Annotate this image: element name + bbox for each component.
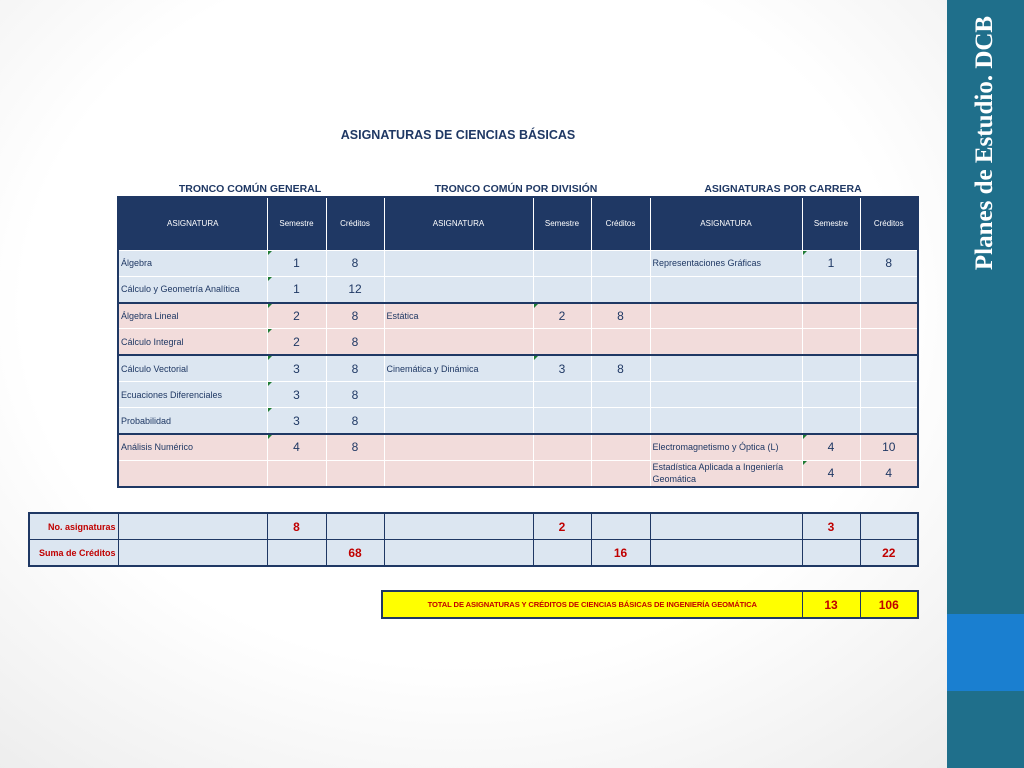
semestre-cell: 2 <box>533 303 591 329</box>
semestre-cell <box>802 355 860 381</box>
subject-cell <box>118 460 267 486</box>
suma-creditos-label: Suma de Créditos <box>29 540 118 567</box>
side-title <box>949 0 1022 285</box>
table-row <box>118 460 918 486</box>
creditos-cell <box>860 408 918 434</box>
summary-row-asignaturas <box>29 513 918 540</box>
subject-cell <box>384 381 533 407</box>
empty-cell <box>384 513 533 540</box>
empty-cell <box>118 513 267 540</box>
semestre-cell <box>802 408 860 434</box>
col-header-semestre: Semestre <box>533 197 591 250</box>
col-header-semestre: Semestre <box>802 197 860 250</box>
subject-cell: Probabilidad <box>118 408 267 434</box>
semestre-cell: 2 <box>267 329 326 355</box>
table-row <box>118 303 918 329</box>
semestre-cell: 3 <box>267 355 326 381</box>
subject-cell: Cálculo Integral <box>118 329 267 355</box>
table-row <box>118 434 918 460</box>
semestre-cell: 3 <box>267 381 326 407</box>
table-row <box>118 408 918 434</box>
asignaturas-carrera: 3 <box>802 513 860 540</box>
table-header-row <box>118 197 918 250</box>
subjects-table <box>117 196 919 488</box>
subject-cell: Estadística Aplicada a Ingeniería Geomática <box>650 460 802 486</box>
creditos-cell: 8 <box>326 250 384 276</box>
semestre-cell: 3 <box>267 408 326 434</box>
col-header-asignatura: ASIGNATURA <box>118 197 267 250</box>
subject-cell <box>384 329 533 355</box>
creditos-cell: 8 <box>326 408 384 434</box>
creditos-cell <box>860 276 918 302</box>
empty-cell <box>650 540 802 567</box>
subject-cell: Ecuaciones Diferenciales <box>118 381 267 407</box>
semestre-cell <box>267 460 326 486</box>
summary-row-creditos <box>29 540 918 567</box>
subject-cell <box>650 355 802 381</box>
subject-cell <box>384 434 533 460</box>
creditos-cell: 8 <box>860 250 918 276</box>
semestre-cell <box>533 276 591 302</box>
semestre-cell <box>802 381 860 407</box>
table-row <box>118 381 918 407</box>
semestre-cell <box>533 460 591 486</box>
total-asignaturas: 13 <box>802 591 860 618</box>
semestre-cell: 2 <box>267 303 326 329</box>
group-title-tronco-comun-general: TRONCO COMÚN GENERAL <box>178 183 322 195</box>
creditos-cell <box>591 460 650 486</box>
total-label: TOTAL DE ASIGNATURAS Y CRÉDITOS DE CIENCIAS BÁSICAS DE INGENIERÍA GEOMÁTICA <box>382 591 802 618</box>
creditos-cell: 8 <box>326 355 384 381</box>
creditos-cell: 10 <box>860 434 918 460</box>
col-header-asignatura: ASIGNATURA <box>650 197 802 250</box>
creditos-cell: 8 <box>326 329 384 355</box>
no-asignaturas-label: No. asignaturas <box>29 513 118 540</box>
asignaturas-tronco-general: 8 <box>267 513 326 540</box>
creditos-tronco-general: 68 <box>326 540 384 567</box>
col-header-creditos: Créditos <box>591 197 650 250</box>
creditos-cell <box>860 381 918 407</box>
semestre-cell <box>802 329 860 355</box>
total-row <box>382 591 918 618</box>
group-title-asignaturas-carrera: ASIGNATURAS POR CARRERA <box>704 183 862 195</box>
subject-cell <box>384 276 533 302</box>
semestre-cell <box>533 329 591 355</box>
asignaturas-tronco-division: 2 <box>533 513 591 540</box>
subject-cell <box>650 381 802 407</box>
subject-cell <box>384 250 533 276</box>
semestre-cell: 4 <box>802 460 860 486</box>
semestre-cell: 3 <box>533 355 591 381</box>
subject-cell: Álgebra Lineal <box>118 303 267 329</box>
creditos-cell <box>591 276 650 302</box>
subject-cell: Electromagnetismo y Óptica (L) <box>650 434 802 460</box>
subject-cell <box>650 303 802 329</box>
semestre-cell <box>533 434 591 460</box>
table-row <box>118 329 918 355</box>
subject-cell: Álgebra <box>118 250 267 276</box>
creditos-cell: 12 <box>326 276 384 302</box>
total-table <box>381 590 919 619</box>
total-creditos: 106 <box>860 591 918 618</box>
creditos-carrera: 22 <box>860 540 918 567</box>
group-title-tronco-comun-division: TRONCO COMÚN POR DIVISIÓN <box>434 183 598 195</box>
empty-cell <box>384 540 533 567</box>
empty-cell <box>591 513 650 540</box>
semestre-cell: 4 <box>267 434 326 460</box>
creditos-cell <box>591 329 650 355</box>
empty-cell <box>118 540 267 567</box>
creditos-cell <box>326 460 384 486</box>
semestre-cell: 1 <box>802 250 860 276</box>
col-header-creditos: Créditos <box>860 197 918 250</box>
table-row <box>118 250 918 276</box>
empty-cell <box>860 513 918 540</box>
semestre-cell: 1 <box>267 276 326 302</box>
empty-cell <box>650 513 802 540</box>
creditos-cell: 8 <box>326 303 384 329</box>
subject-cell: Cinemática y Dinámica <box>384 355 533 381</box>
creditos-cell: 4 <box>860 460 918 486</box>
subject-cell <box>384 408 533 434</box>
empty-cell <box>533 540 591 567</box>
creditos-cell <box>860 329 918 355</box>
empty-cell <box>802 540 860 567</box>
creditos-cell <box>591 381 650 407</box>
semestre-cell: 1 <box>267 250 326 276</box>
semestre-cell <box>802 303 860 329</box>
side-title-text: Planes de Estudio. DCB <box>971 15 999 270</box>
creditos-cell <box>591 250 650 276</box>
semestre-cell: 4 <box>802 434 860 460</box>
col-header-asignatura: ASIGNATURA <box>384 197 533 250</box>
subject-cell <box>650 329 802 355</box>
empty-cell <box>326 513 384 540</box>
creditos-cell <box>591 408 650 434</box>
col-header-creditos: Créditos <box>326 197 384 250</box>
semestre-cell <box>802 276 860 302</box>
creditos-cell <box>860 355 918 381</box>
subject-cell <box>650 276 802 302</box>
subject-cell: Representaciones Gráficas <box>650 250 802 276</box>
page-title: ASIGNATURAS DE CIENCIAS BÁSICAS <box>340 128 576 142</box>
subject-cell: Estática <box>384 303 533 329</box>
creditos-cell <box>591 434 650 460</box>
creditos-cell: 8 <box>326 381 384 407</box>
col-header-semestre: Semestre <box>267 197 326 250</box>
creditos-cell: 8 <box>591 355 650 381</box>
semestre-cell <box>533 250 591 276</box>
creditos-cell: 8 <box>326 434 384 460</box>
subject-cell <box>650 408 802 434</box>
subject-cell: Análisis Numérico <box>118 434 267 460</box>
summary-table <box>28 512 919 567</box>
subject-cell: Cálculo y Geometría Analítica <box>118 276 267 302</box>
semestre-cell <box>533 381 591 407</box>
creditos-cell: 8 <box>591 303 650 329</box>
sidebar-accent-block <box>947 614 1024 691</box>
creditos-cell <box>860 303 918 329</box>
creditos-tronco-division: 16 <box>591 540 650 567</box>
subject-cell: Cálculo Vectorial <box>118 355 267 381</box>
table-row <box>118 355 918 381</box>
table-row <box>118 276 918 302</box>
empty-cell <box>267 540 326 567</box>
semestre-cell <box>533 408 591 434</box>
subject-cell <box>384 460 533 486</box>
